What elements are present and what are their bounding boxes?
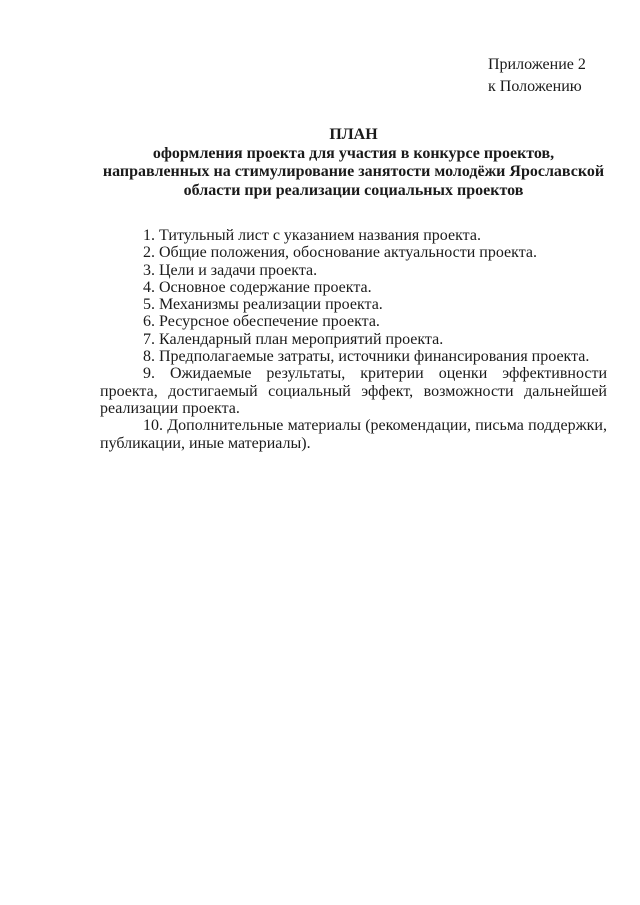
plan-item-9: 9. Ожидаемые результаты, критерии оценки эффективности проекта, достигаемый социальный эффект, возможности дальнейшей реализации проекта. bbox=[100, 365, 607, 417]
plan-item-10: 10. Дополнительные материалы (рекомендации, письма поддержки, публикации, иные материалы). bbox=[100, 417, 607, 452]
title-line-4: области при реализации социальных проектов bbox=[183, 181, 524, 199]
plan-item-3: 3. Цели и задачи проекта. bbox=[143, 261, 318, 279]
plan-item-8: 8. Предполагаемые затраты, источники финансирования проекта. bbox=[143, 348, 590, 366]
plan-item-6: 6. Ресурсное обеспечение проекта. bbox=[143, 313, 380, 331]
title-line-plan: ПЛАН bbox=[329, 126, 378, 143]
plan-item-2: 2. Общие положения, обоснование актуальности проекта. bbox=[143, 244, 538, 262]
plan-item-5: 5. Механизмы реализации проекта. bbox=[143, 296, 383, 314]
appendix-line-2: к Положению bbox=[488, 77, 582, 95]
title-line-2: оформления проекта для участия в конкурсе проектов, bbox=[152, 144, 555, 162]
document-title bbox=[100, 126, 607, 200]
plan-item-4: 4. Основное содержание проекта. bbox=[143, 278, 372, 296]
appendix-note bbox=[488, 54, 586, 97]
plan-item-7: 7. Календарный план мероприятий проекта. bbox=[143, 330, 444, 348]
plan-item-1: 1. Титульный лист с указанием названия проекта. bbox=[143, 227, 481, 244]
title-line-3: направленных на стимулирование занятости молодёжи Ярославской bbox=[102, 163, 605, 180]
plan-items-list bbox=[100, 227, 607, 452]
appendix-line-1: Приложение 2 bbox=[488, 56, 586, 73]
